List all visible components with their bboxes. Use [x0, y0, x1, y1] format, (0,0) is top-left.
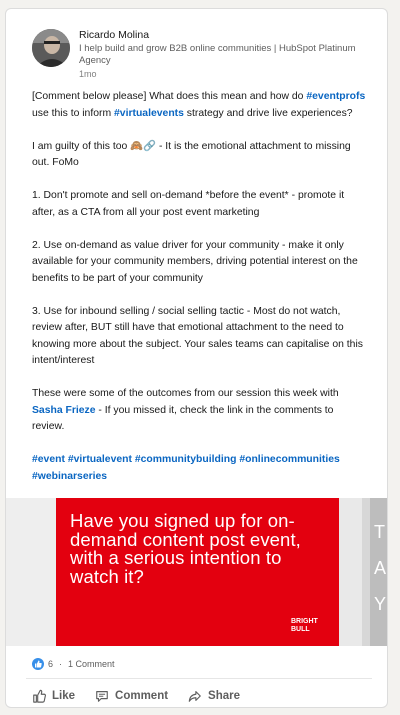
actions-divider [26, 678, 372, 679]
comment-icon [95, 689, 109, 703]
post-paragraph [32, 89, 368, 122]
share-label: Share [208, 690, 241, 702]
hashtag-link[interactable]: #eventprofs [306, 91, 366, 102]
paragraph-text: - If you missed it, check the link in the comments to review. [32, 404, 334, 432]
author-avatar[interactable] [32, 29, 70, 67]
share-button[interactable] [188, 689, 240, 703]
hashtag-link[interactable]: #virtualevents [114, 107, 184, 119]
media-left-margin [6, 498, 56, 646]
post-media-carousel[interactable] [6, 498, 388, 646]
media-peek-strip [362, 498, 370, 646]
counts-separator: · [59, 659, 63, 669]
hashtag-list [32, 452, 368, 485]
social-actions-bar [32, 683, 240, 708]
post-paragraph: 3. Use for inbound selling / social selling tactic - Most do not watch, review after, BUT still have that emotional attachment to the need to knowing more about the subject. Your sales teams can capitalise on this intent/interest [32, 305, 363, 366]
brightbull-logo [291, 618, 329, 636]
paragraph-text: These were some of the outcomes from our session this week with [32, 388, 339, 399]
mention-link[interactable]: Sasha Frieze [32, 404, 96, 416]
hashtag-link[interactable]: #event [32, 454, 65, 465]
author-name[interactable]: Ricardo Molina [79, 29, 150, 41]
peek-letter: Y [374, 594, 387, 614]
paragraph-text: [Comment below please] What does this mean and how do [32, 91, 307, 102]
post-timestamp: 1mo [79, 69, 97, 79]
peek-letter: A [374, 558, 387, 578]
post-paragraph: 1. Don't promote and sell on-demand *before the event* - promote it after, as a CTA from all your post event marketing [32, 190, 345, 218]
hashtag-link[interactable]: #webinarseries [32, 470, 108, 482]
logo-line: BULL [291, 626, 310, 633]
like-label: Like [52, 690, 76, 702]
post-header [32, 29, 372, 89]
comment-button[interactable] [95, 689, 168, 703]
thumbs-up-icon [32, 689, 46, 703]
paragraph-text: use this to inform [32, 107, 115, 119]
avatar-photo-icon [32, 29, 70, 67]
comment-count[interactable]: 1 Comment [68, 659, 115, 669]
post-paragraph: I am guilty of this too 🙈🔗 - It is the emotional attachment to missing out. FoMo [32, 140, 351, 168]
author-headline: I help build and grow B2B online communities | HubSpot Platinum Agency [79, 43, 356, 66]
peek-letter: T [374, 522, 385, 542]
post-paragraph [32, 386, 368, 436]
like-reaction-icon [32, 658, 44, 670]
social-counts [32, 657, 115, 671]
hashtag-link[interactable]: #virtualevent [67, 454, 132, 465]
reaction-count[interactable]: 6 [48, 659, 54, 669]
post-card [5, 8, 388, 708]
media-next-slide-peek[interactable] [362, 498, 388, 646]
paragraph-text: strategy and drive live experiences? [183, 107, 353, 119]
media-peek-text [374, 514, 386, 622]
media-headline: Have you signed up for on-demand content post event, with a serious intention to watch it? [70, 510, 301, 587]
comment-label: Comment [115, 690, 169, 702]
logo-line: BRIGHT [291, 618, 318, 625]
hashtag-link[interactable]: #communitybuilding [134, 454, 237, 465]
share-arrow-icon [188, 689, 202, 703]
post-paragraph: 2. Use on-demand as value driver for your community - make it only available for your community members, driving potential interest on the benefits to be part of your community [32, 239, 358, 284]
hashtag-link[interactable]: #onlinecommunities [239, 454, 340, 465]
post-body [32, 89, 368, 502]
media-slide[interactable] [56, 498, 339, 646]
like-button[interactable] [32, 689, 75, 703]
